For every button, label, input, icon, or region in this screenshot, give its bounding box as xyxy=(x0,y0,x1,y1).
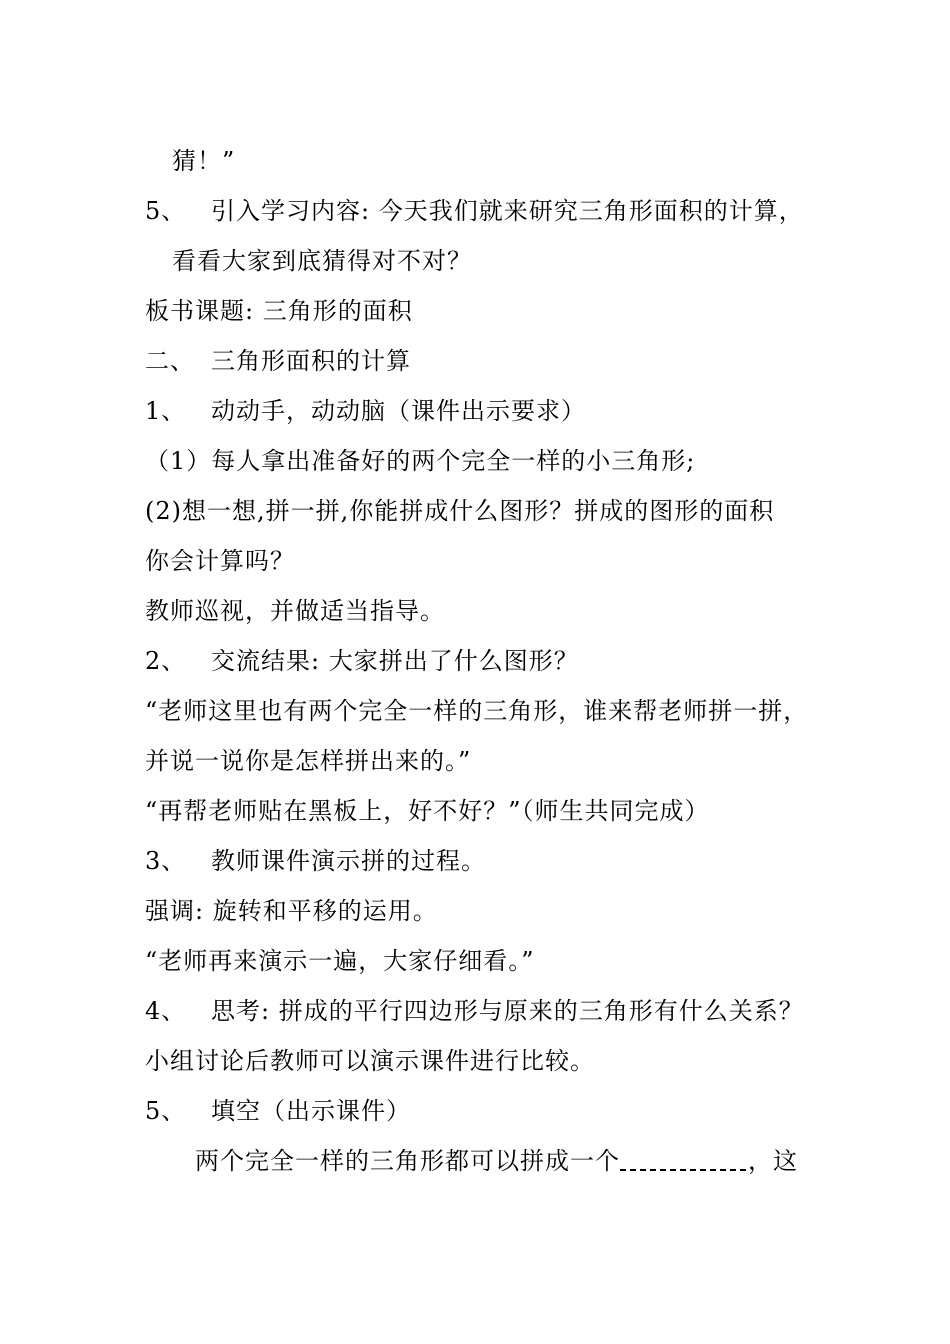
text-line: (2)想一想,拼一拼,你能拼成什么图形？拼成的图形的面积 xyxy=(145,497,775,525)
text-line: 并说一说你是怎样拼出来的。” xyxy=(145,747,472,775)
answer-blank xyxy=(620,1149,746,1171)
section-number: 二、 xyxy=(145,347,195,375)
numbered-item: 2、 交流结果: 大家拼出了什么图形？ xyxy=(145,644,579,678)
text-line: 猜！” xyxy=(172,147,236,175)
text-line: 教师巡视，并做适当指导。 xyxy=(145,597,445,625)
item-number: 3、 xyxy=(145,847,187,875)
item-number: 5、 xyxy=(145,1097,187,1125)
text-line: 看看大家到底猜得对不对？ xyxy=(172,247,472,275)
section-heading: 二、 三角形面积的计算 xyxy=(145,344,411,378)
text-line: （1）每人拿出准备好的两个完全一样的小三角形; xyxy=(145,447,696,475)
numbered-item: 3、 教师课件演示拼的过程。 xyxy=(145,844,486,878)
numbered-item: 5、 填空（出示课件） xyxy=(145,1094,411,1128)
text-line: “老师这里也有两个完全一样的三角形，谁来帮老师拼一拼， xyxy=(145,697,809,725)
text-line: 你会计算吗？ xyxy=(145,547,295,575)
numbered-item: 4、 思考: 拼成的平行四边形与原来的三角形有什么关系？ xyxy=(145,994,804,1028)
numbered-item: 1、 动动手，动动脑（课件出示要求） xyxy=(145,394,586,428)
text-line: “老师再来演示一遍，大家仔细看。” xyxy=(145,947,535,975)
text-line: 板书课题: 三角形的面积 xyxy=(145,297,413,325)
text-line: 强调: 旋转和平移的运用。 xyxy=(145,897,438,925)
item-number: 1、 xyxy=(145,397,187,425)
item-number: 5、 xyxy=(145,197,187,225)
text-line: 小组讨论后教师可以演示课件进行比较。 xyxy=(145,1047,595,1075)
item-number: 4、 xyxy=(145,997,187,1025)
numbered-item: 5、 引入学习内容: 今天我们就来研究三角形面积的计算， xyxy=(145,194,804,228)
fill-in-blank-line: 两个完全一样的三角形都可以拼成一个 ，这 xyxy=(195,1147,798,1175)
item-number: 2、 xyxy=(145,647,187,675)
text-line: “再帮老师贴在黑板上，好不好？”（师生共同完成） xyxy=(145,797,710,825)
